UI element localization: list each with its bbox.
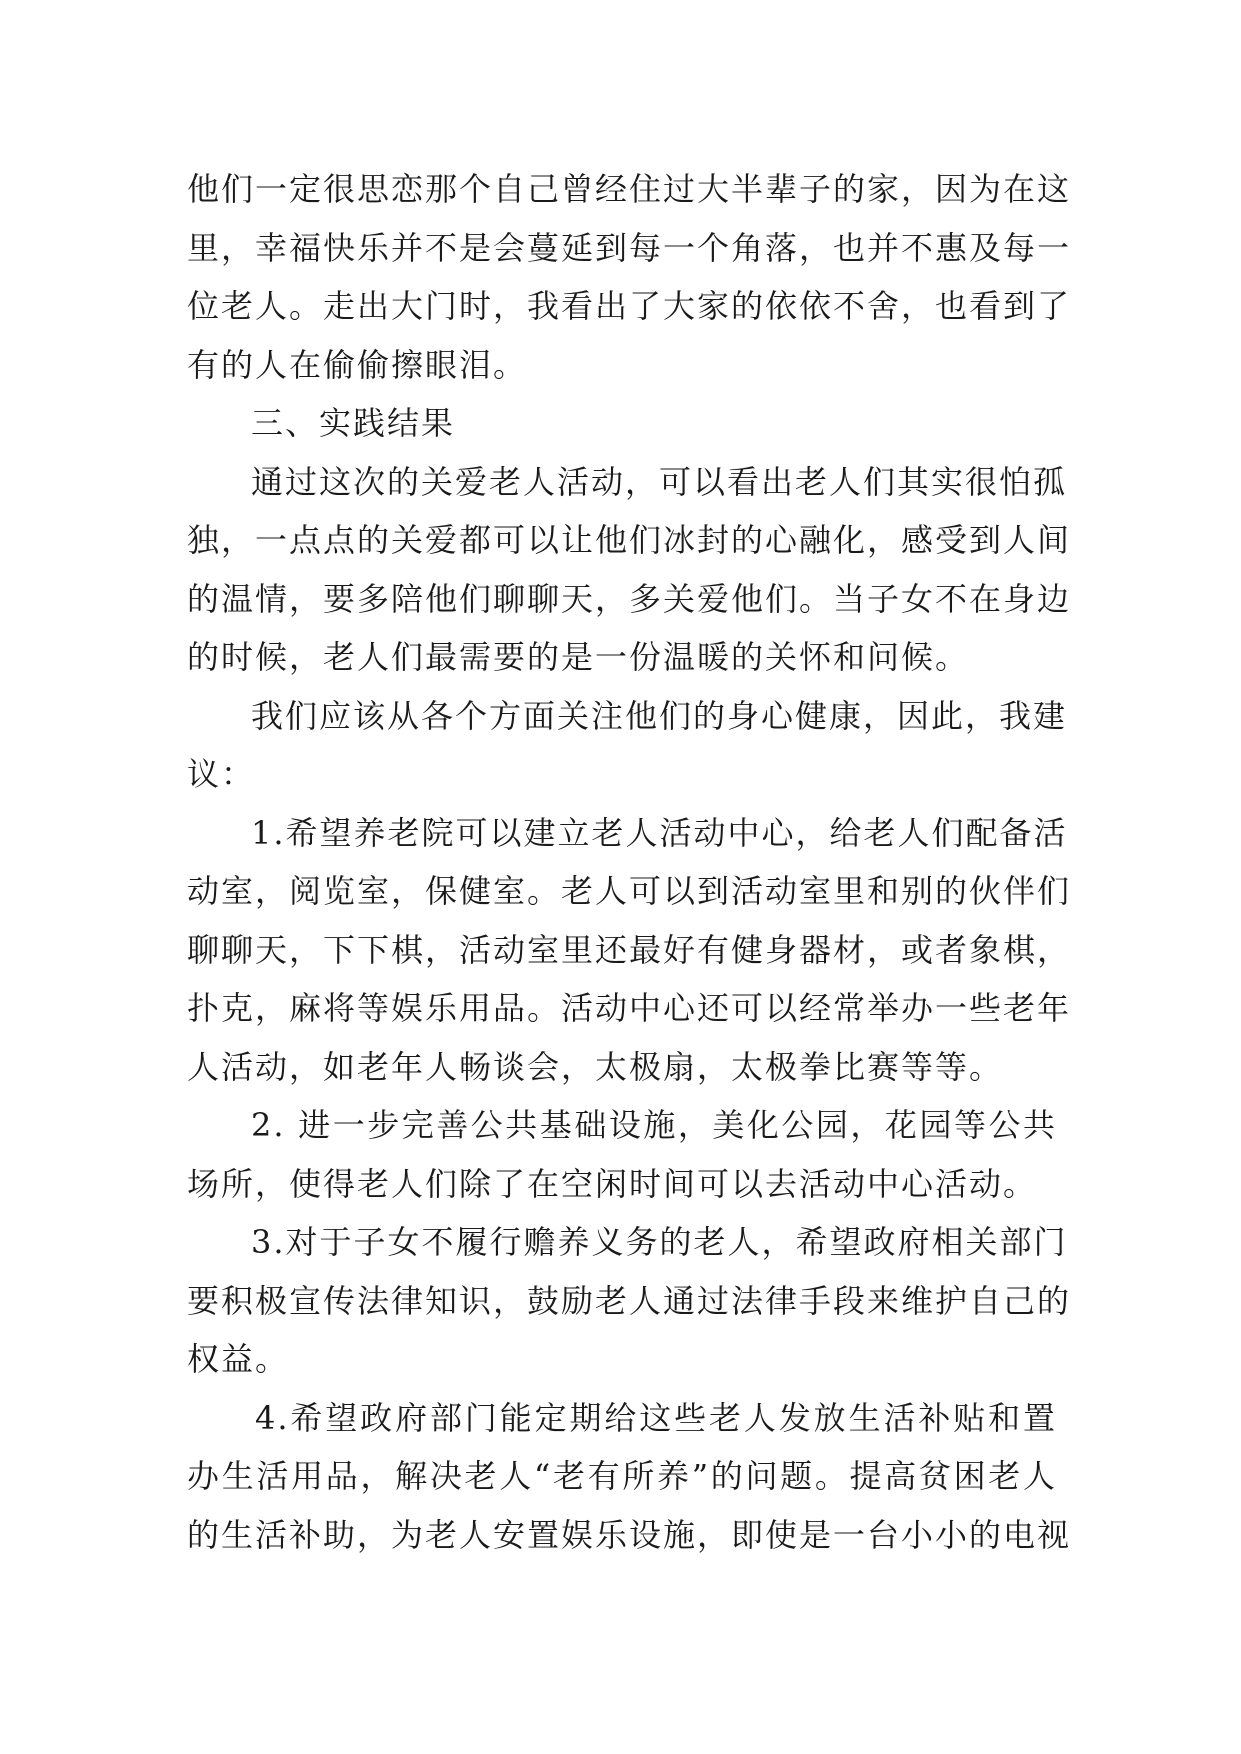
list-item-1: 1.希望养老院可以建立老人活动中心，给老人们配备活 [251,813,1068,852]
text-line: 聊聊天，下下棋，活动室里还最好有健身器材，或者象棋， [187,930,1072,969]
text-line: 我们应该从各个方面关注他们的身心健康，因此，我建 [251,696,1068,735]
text-line: 独，一点点的关爱都可以让他们冰封的心融化，感受到人间 [187,521,1072,559]
text-line: 通过这次的关爱老人活动，可以看出老人们其实很怕孤 [251,462,1068,501]
text-line: 的生活补助，为老人安置娱乐设施，即使是一台小小的电视 [187,1515,1072,1554]
section-heading: 三、实践结果 [251,404,456,442]
text-line: 要积极宣传法律知识，鼓励老人通过法律手段来维护自己的 [187,1281,1072,1320]
list-item-4: 4.希望政府部门能定期给这些老人发放生活补贴和置 [255,1398,1057,1437]
list-item-2: 2. 进一步完善公共基础设施，美化公园，花园等公共 [251,1106,1057,1144]
text-line: 议： [187,755,256,793]
text-line: 扑克，麻将等娱乐用品。活动中心还可以经常举办一些老年 [187,989,1072,1027]
text-line: 里，幸福快乐并不是会蔓延到每一个角落，也并不惠及每一 [187,228,1072,267]
text-line: 有的人在偷偷擦眼泪。 [187,345,528,384]
text-line: 位老人。走出大门时，我看出了大家的依依不舍，也看到了 [187,287,1072,325]
text-line: 动室，阅览室，保健室。老人可以到活动室里和别的伙伴们 [187,872,1072,910]
document-body [187,160,1072,1564]
text-line: 他们一定很思恋那个自己曾经住过大半辈子的家，因为在这 [187,170,1072,208]
text-line: 的时候，老人们最需要的是一份温暖的关怀和问候。 [187,638,970,676]
text-line: 人活动，如老年人畅谈会，太极扇，太极拳比赛等等。 [187,1047,1004,1086]
text-line: 办生活用品，解决老人“老有所养”的问题。提高贫困老人 [187,1457,1057,1495]
text-line: 场所，使得老人们除了在空闲时间可以去活动中心活动。 [187,1164,1038,1203]
list-item-3: 3.对于子女不履行赡养义务的老人，希望政府相关部门 [251,1223,1068,1261]
text-line: 的温情，要多陪他们聊聊天，多关爱他们。当子女不在身边 [187,579,1072,618]
text-line: 权益。 [187,1340,290,1378]
